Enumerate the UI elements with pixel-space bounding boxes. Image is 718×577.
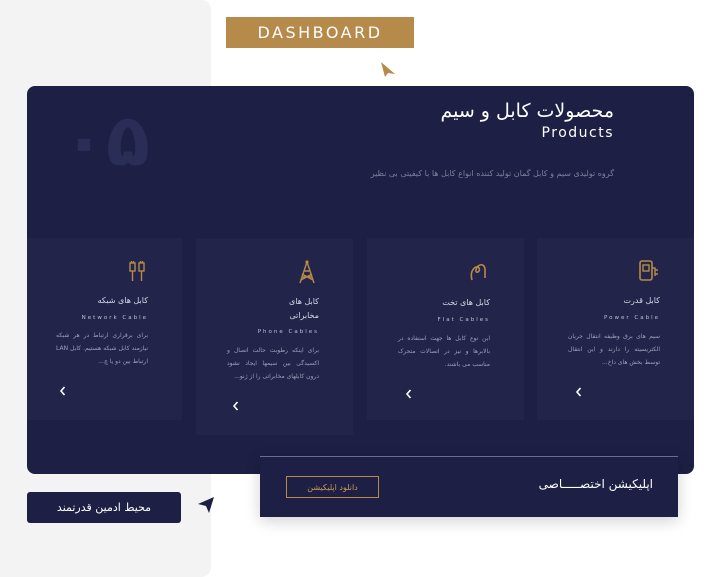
card-text: برای اینکه رطوبت حالت اتصال و اکسیدگی بین سیمها ایجاد نشود درون کابلهای مخابراتی را از ژنو... (227, 347, 319, 380)
section-number: ۰۵ (62, 98, 150, 182)
dashboard-badge: DASHBOARD (226, 17, 414, 48)
product-card-power-cable[interactable] (537, 238, 694, 420)
card-subtitle: Network Cable (81, 315, 148, 321)
app-title: اپلیکیشن اختصـــــاصی (538, 477, 653, 491)
chevron-left-icon[interactable] (57, 385, 69, 397)
card-title: کابل های تخت (442, 298, 490, 307)
antenna-tower-icon (296, 259, 318, 285)
card-subtitle: Power Cable (604, 315, 660, 321)
product-card-flat-cables[interactable] (367, 238, 524, 420)
card-text: این نوع کابل ها جهت استفاده در بالابرها و نیز در اتصالات متحرک مناسب می باشند. (398, 335, 490, 368)
chevron-left-icon[interactable] (403, 388, 415, 400)
card-subtitle: Phone Cables (257, 329, 319, 335)
plug-icon (637, 258, 659, 284)
page-title: محصولات کابل و سیم (440, 100, 614, 122)
card-title: کابل قدرت (623, 296, 660, 305)
card-text: برای برقراری ارتباط در هر شبکه نیازمند کابل شبکه هستیم. کابل LAN ارتباط بین دو یا چ... (56, 332, 148, 365)
chevron-left-icon[interactable] (573, 386, 585, 398)
cursor-arrow-icon (378, 58, 398, 78)
product-card-phone-cables[interactable] (196, 239, 353, 435)
flat-cable-icon (467, 258, 489, 284)
cursor-arrow-icon (196, 495, 216, 515)
page-subtitle: Products (541, 125, 614, 141)
product-card-network-cable[interactable] (27, 238, 182, 420)
app-download-bar (260, 456, 678, 517)
network-cable-icon (126, 258, 148, 284)
card-title: کابل های مخابراتی (289, 297, 319, 320)
products-panel (27, 86, 694, 474)
download-app-button[interactable]: دانلود اپلیکیشن (286, 476, 379, 498)
products-description: گروه تولیدی سیم و کابل گمان تولید کننده انواع کابل ها با کیفیتی بی نظیر (370, 169, 614, 178)
admin-panel-badge: محیط ادمین قدرتمند (27, 492, 181, 523)
chevron-left-icon[interactable] (230, 400, 242, 412)
card-title: کابل های شبکه (97, 296, 148, 305)
card-subtitle: Flat Cables (437, 317, 490, 323)
card-text: سیم های برق وظیفه انتقال جریان الکتریسیته را دارند و این انتقال توسط بخش های داخ... (568, 333, 660, 366)
